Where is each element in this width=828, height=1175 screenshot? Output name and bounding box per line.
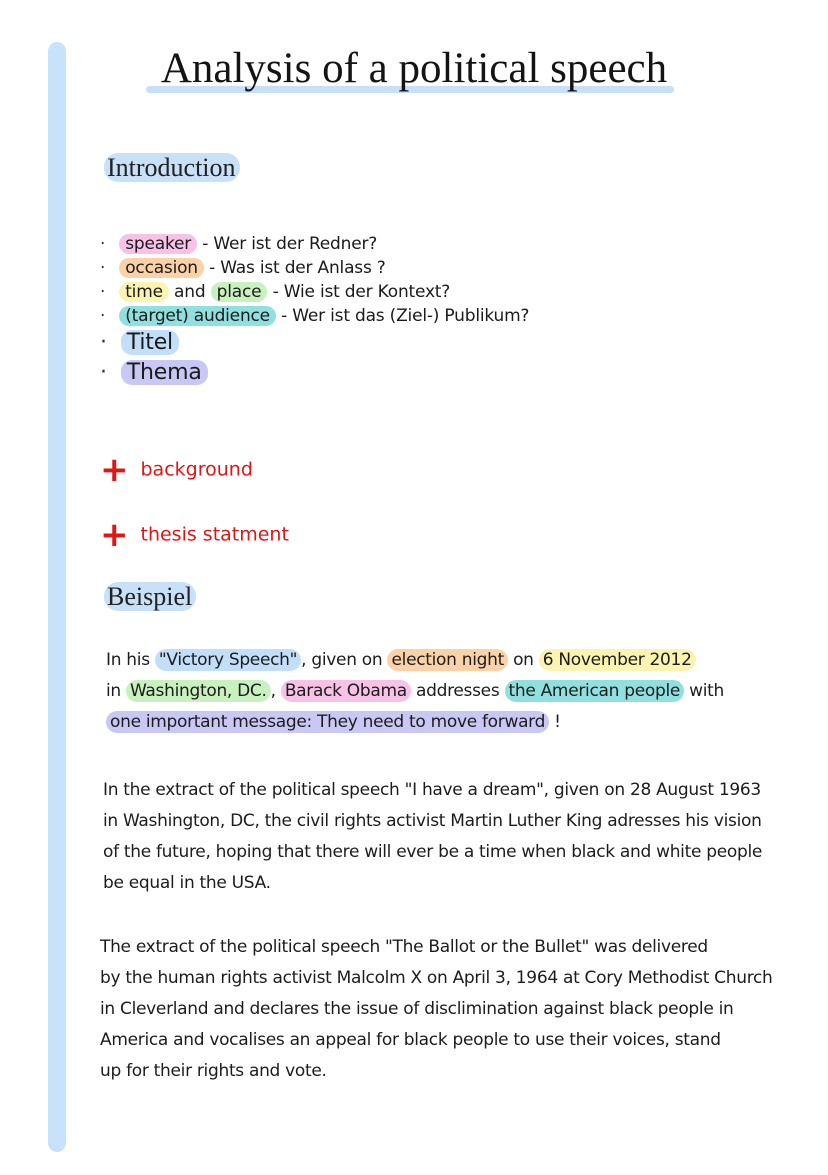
term-speaker: speaker xyxy=(119,234,197,254)
bullet-icon: · xyxy=(100,234,106,254)
bullet-icon: · xyxy=(100,330,107,355)
term-time: time xyxy=(119,282,169,302)
example-paragraph-obama xyxy=(106,645,786,738)
term-titel: Titel xyxy=(121,330,179,355)
text-segment: ! xyxy=(549,712,561,732)
list-item xyxy=(100,304,529,328)
term-audience: (target) audience xyxy=(119,306,276,326)
term-occasion: occasion xyxy=(119,258,204,278)
highlight-topic: one important message: They need to move forward xyxy=(106,711,549,733)
beispiel-heading xyxy=(104,582,196,612)
list-item xyxy=(100,358,529,388)
margin-bar xyxy=(48,42,66,1152)
question-audience: - Wer ist das (Ziel-) Publikum? xyxy=(281,306,530,326)
highlight-occasion: election night xyxy=(387,649,507,671)
question-speaker: - Wer ist der Redner? xyxy=(202,234,378,254)
text-segment: addresses xyxy=(410,681,505,701)
list-item xyxy=(100,232,529,256)
highlight-place: Washington, DC. xyxy=(126,680,271,702)
term-thema: Thema xyxy=(121,360,208,385)
text-line: America and vocalises an appeal for black people to use their voices, stand xyxy=(100,1030,721,1050)
text-line: in Washington, DC, the civil rights activist Martin Luther King adresses his vision xyxy=(103,811,762,831)
text-line: In the extract of the political speech "I have a dream", given on 28 August 1963 xyxy=(103,780,761,800)
addition-label: thesis statment xyxy=(140,523,289,546)
beispiel-heading-text: Beispiel xyxy=(104,582,196,611)
text-line: by the human rights activist Malcolm X on April 3, 1964 at Cory Methodist Church xyxy=(100,968,773,988)
text-line: in Cleverland and declares the issue of disclimination against black people in xyxy=(100,999,734,1019)
list-item xyxy=(100,280,529,304)
page-title: Analysis of a political speech xyxy=(160,45,668,92)
bullet-icon: · xyxy=(100,282,106,302)
plus-icon: + xyxy=(100,450,129,490)
term-and: and xyxy=(168,282,211,302)
text-line: of the future, hoping that there will ever be a time when black and white people xyxy=(103,842,763,862)
text-line: be equal in the USA. xyxy=(103,873,271,893)
bullet-icon: · xyxy=(100,360,107,385)
highlight-title: "Victory Speech" xyxy=(155,649,301,671)
example-paragraph-malcolm xyxy=(100,932,815,1087)
text-line: The extract of the political speech "The Ballot or the Bullet" was delivered xyxy=(100,937,708,957)
text-segment: with xyxy=(684,681,725,701)
text-segment: in xyxy=(106,681,127,701)
text-segment: , xyxy=(270,681,281,701)
introduction-heading xyxy=(104,153,240,183)
text-segment: , given on xyxy=(301,650,388,670)
question-occasion: - Was ist der Anlass ? xyxy=(209,258,386,278)
example-paragraph-mlk xyxy=(103,775,803,899)
highlight-audience: the American people xyxy=(505,680,685,702)
introduction-heading-text: Introduction xyxy=(104,153,240,182)
question-context: - Wie ist der Kontext? xyxy=(272,282,451,302)
list-item xyxy=(100,328,529,358)
highlight-time: 6 November 2012 xyxy=(539,649,696,671)
term-place: place xyxy=(211,282,268,302)
highlight-speaker: Barack Obama xyxy=(281,680,411,702)
text-line: up for their rights and vote. xyxy=(100,1061,327,1081)
introduction-list xyxy=(100,232,529,388)
text-segment: on xyxy=(507,650,539,670)
list-item xyxy=(100,256,529,280)
text-segment: In his xyxy=(106,650,155,670)
bullet-icon: · xyxy=(100,258,106,278)
addition-label: background xyxy=(140,458,253,481)
bullet-icon: · xyxy=(100,306,106,326)
addition-background xyxy=(100,450,253,490)
addition-thesis xyxy=(100,515,289,555)
plus-icon: + xyxy=(100,515,129,555)
